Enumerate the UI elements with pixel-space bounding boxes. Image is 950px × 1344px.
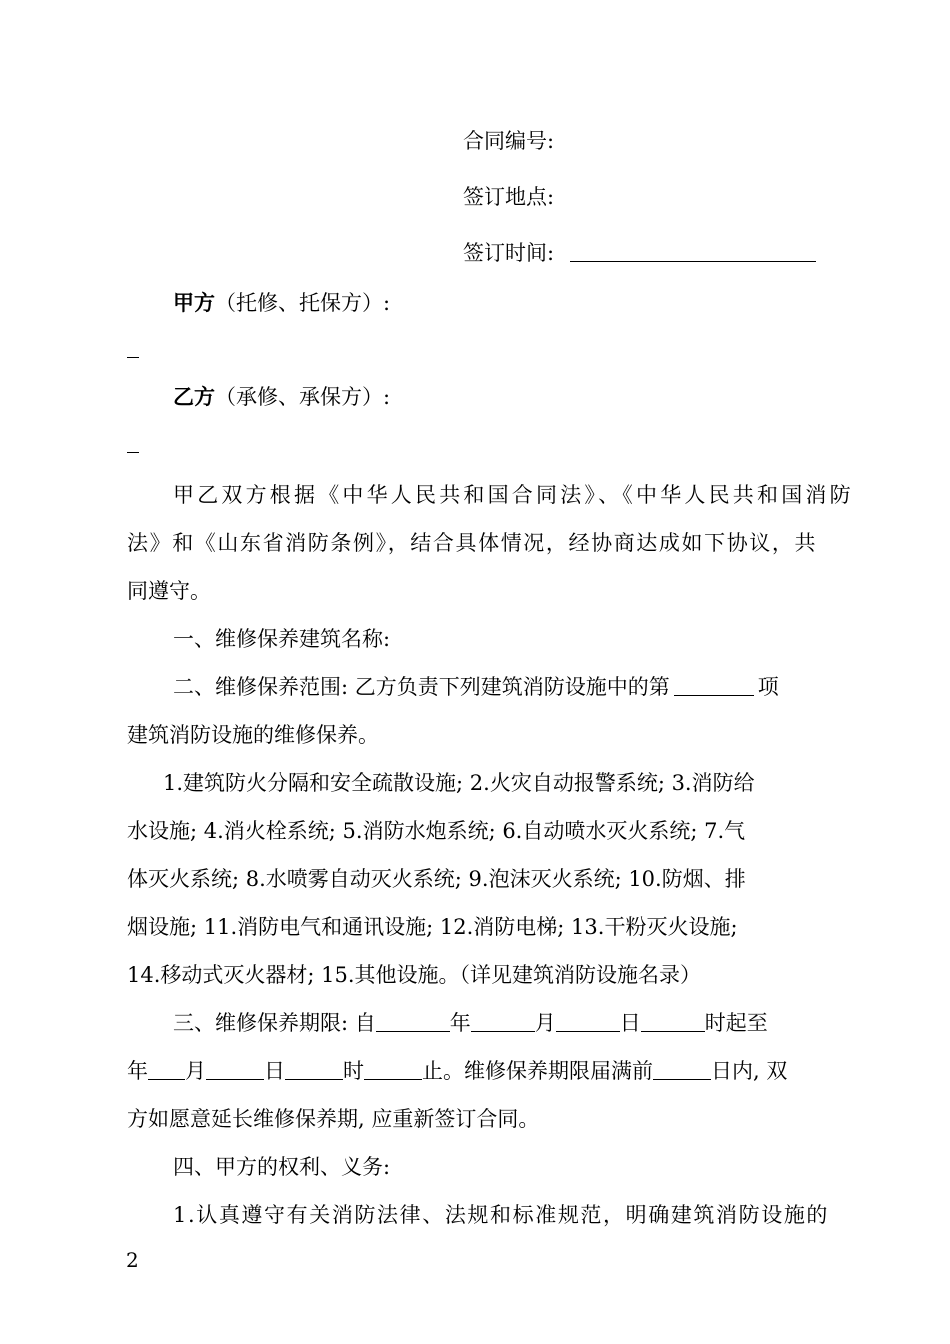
end-month-text: 月	[185, 1059, 206, 1083]
section-2-suffix: 项	[757, 675, 779, 699]
section-4-item-1: 1.认真遵守有关消防法律、法规和标准规范，明确建筑消防设施的	[173, 1203, 830, 1227]
start-day-text: 日	[619, 1011, 641, 1035]
intro-line-3: 同遵守。	[127, 579, 211, 603]
end-day-text: 日	[264, 1059, 285, 1083]
party-a-role: （托修、托保方）:	[215, 291, 391, 315]
party-a-blank	[127, 357, 139, 358]
renew-days-blank	[653, 1057, 711, 1080]
party-b-blank	[127, 452, 139, 453]
start-day-blank	[556, 1009, 620, 1032]
party-b-line	[173, 383, 390, 411]
intro-line-2: 法》和《山东省消防条例》，结合具体情况，经协商达成如下协议，共	[127, 531, 818, 555]
section-3-line-3: 方如愿意延长维修保养期, 应重新签订合同。	[127, 1107, 540, 1131]
section-2-line-2: 建筑消防设施的维修保养。	[127, 723, 379, 747]
items-line-3: 体灭火系统; 8.水喷雾自动灭火系统; 9.泡沫灭火系统; 10.防烟、排	[127, 867, 746, 891]
party-a-title: 甲方	[173, 290, 215, 315]
section-2-text: 二、维修保养范围: 乙方负责下列建筑消防设施中的第	[173, 675, 670, 699]
section-1-heading: 一、维修保养建筑名称:	[173, 627, 391, 651]
start-hour-text: 时起至	[704, 1011, 768, 1035]
contract-number-label: 合同编号:	[463, 129, 555, 153]
party-a-line	[173, 289, 390, 317]
end-stop-blank	[364, 1057, 422, 1080]
items-line-4: 烟设施; 11.消防电气和通讯设施; 12.消防电梯; 13.干粉灭火设施;	[127, 915, 738, 939]
start-year-blank	[376, 1009, 450, 1032]
section-2-item-blank	[674, 673, 754, 696]
days-within-text: 日内, 双	[711, 1059, 788, 1083]
start-hour-blank	[641, 1009, 705, 1032]
items-line-5: 14.移动式灭火器材; 15.其他设施。（详见建筑消防设施名录）	[127, 963, 702, 987]
section-4-heading: 四、甲方的权利、义务:	[173, 1155, 391, 1179]
sign-time-blank	[570, 239, 816, 262]
end-hour-text: 时	[343, 1059, 364, 1083]
stop-text: 止。维修保养期限届满前	[422, 1059, 653, 1083]
end-hour-blank	[285, 1057, 343, 1080]
sign-time-label	[463, 239, 816, 267]
sign-time-text: 签订时间:	[463, 241, 555, 265]
start-year-text: 年	[449, 1011, 471, 1035]
end-month-blank	[148, 1057, 185, 1080]
intro-line-1: 甲乙双方根据《中华人民共和国合同法》、《中华人民共和国消防	[173, 483, 854, 507]
sign-place-label: 签订地点:	[463, 185, 555, 209]
section-3-line-2	[127, 1057, 787, 1085]
start-month-text: 月	[534, 1011, 556, 1035]
section-3-label: 三、维修保养期限: 自	[173, 1011, 376, 1035]
party-b-role: （承修、承保方）:	[215, 385, 391, 409]
section-2-line-1	[173, 673, 779, 701]
end-day-blank	[206, 1057, 264, 1080]
items-line-2: 水设施; 4.消火栓系统; 5.消防水炮系统; 6.自动喷水灭火系统; 7.气	[127, 819, 746, 843]
section-3-line-1	[173, 1009, 768, 1037]
party-b-title: 乙方	[173, 384, 215, 409]
items-line-1: 1.建筑防火分隔和安全疏散设施; 2.火灾自动报警系统; 3.消防给	[163, 771, 755, 795]
page-number: 2	[126, 1248, 139, 1272]
end-year-text: 年	[127, 1059, 148, 1083]
start-month-blank	[471, 1009, 535, 1032]
